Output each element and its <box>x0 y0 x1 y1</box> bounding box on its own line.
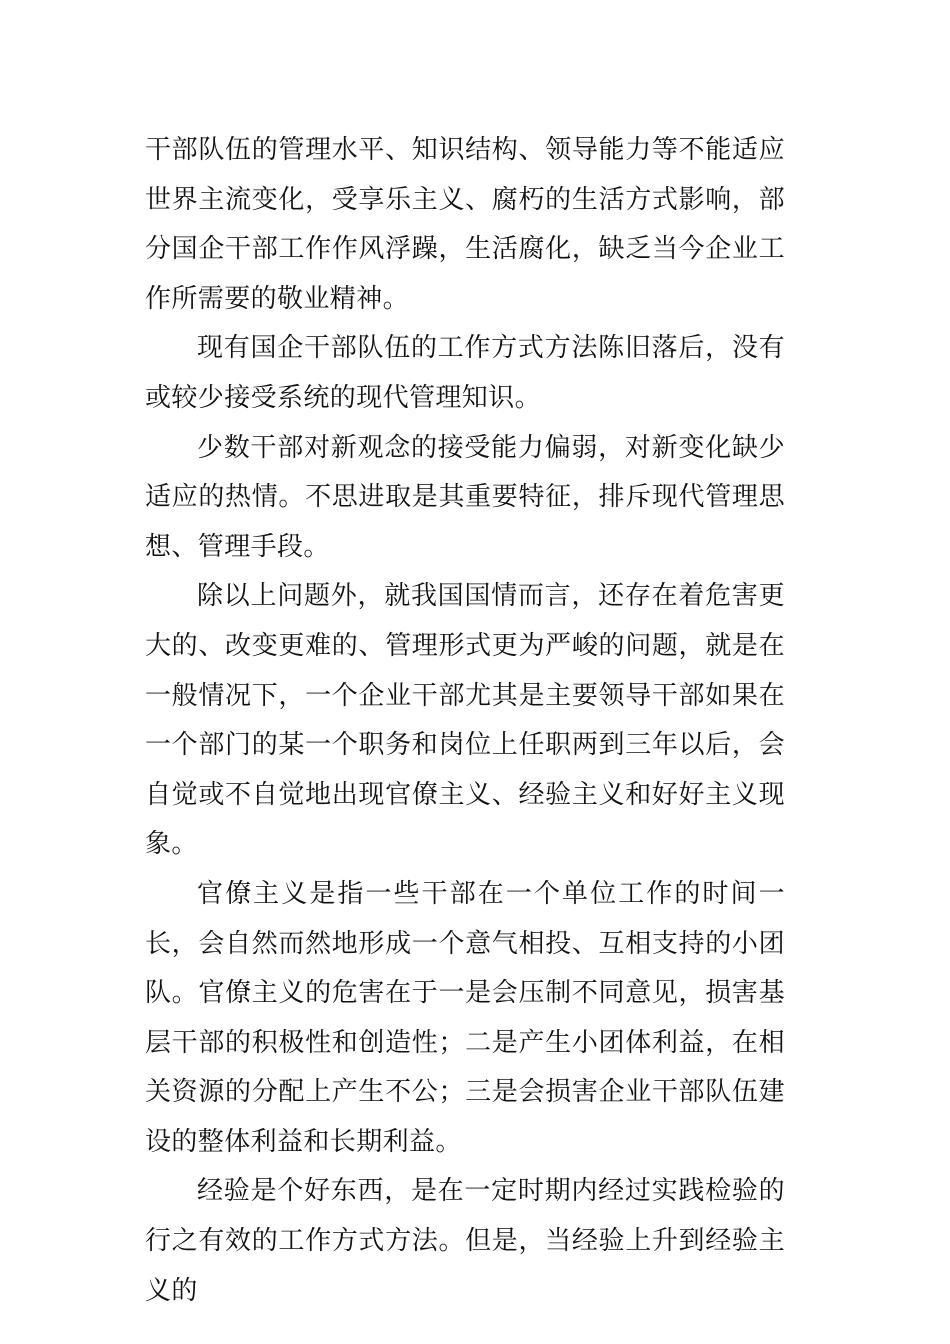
document-body <box>145 126 785 1316</box>
paragraph-4: 除以上问题外，就我国国情而言，还存在着危害更大的、改变更难的、管理形式更为严峻的问题，就是在一般情况下，一个企业干部尤其是主要领导干部如果在一个部门的某一个职务和岗位上任职两到三年以后，会自觉或不自觉地出现官僚主义、经验主义和好好主义现象。 <box>145 581 785 860</box>
paragraph-6: 经验是个好东西，是在一定时期内经过实践检验的行之有效的工作方式方法。但是，当经验上升到经验主义的 <box>145 1176 785 1306</box>
paragraph-3: 少数干部对新观念的接受能力偏弱，对新变化缺少适应的热情。不思进取是其重要特征，排斥现代管理思想、管理手段。 <box>145 432 785 562</box>
paragraph-5: 官僚主义是指一些干部在一个单位工作的时间一长，会自然而然地形成一个意气相投、互相支持的小团队。官僚主义的危害在于一是会压制不同意见，损害基层干部的积极性和创造性；二是产生小团体利益，在相关资源的分配上产生不公；三是会损害企业干部队伍建设的整体利益和长期利益。 <box>145 878 785 1157</box>
paragraph-1: 干部队伍的管理水平、知识结构、领导能力等不能适应世界主流变化，受享乐主义、腐朽的生活方式影响，部分国企干部工作作风浮躁，生活腐化，缺乏当今企业工作所需要的敬业精神。 <box>145 135 785 314</box>
paragraph-2: 现有国企干部队伍的工作方式方法陈旧落后，没有或较少接受系统的现代管理知识。 <box>145 333 785 413</box>
